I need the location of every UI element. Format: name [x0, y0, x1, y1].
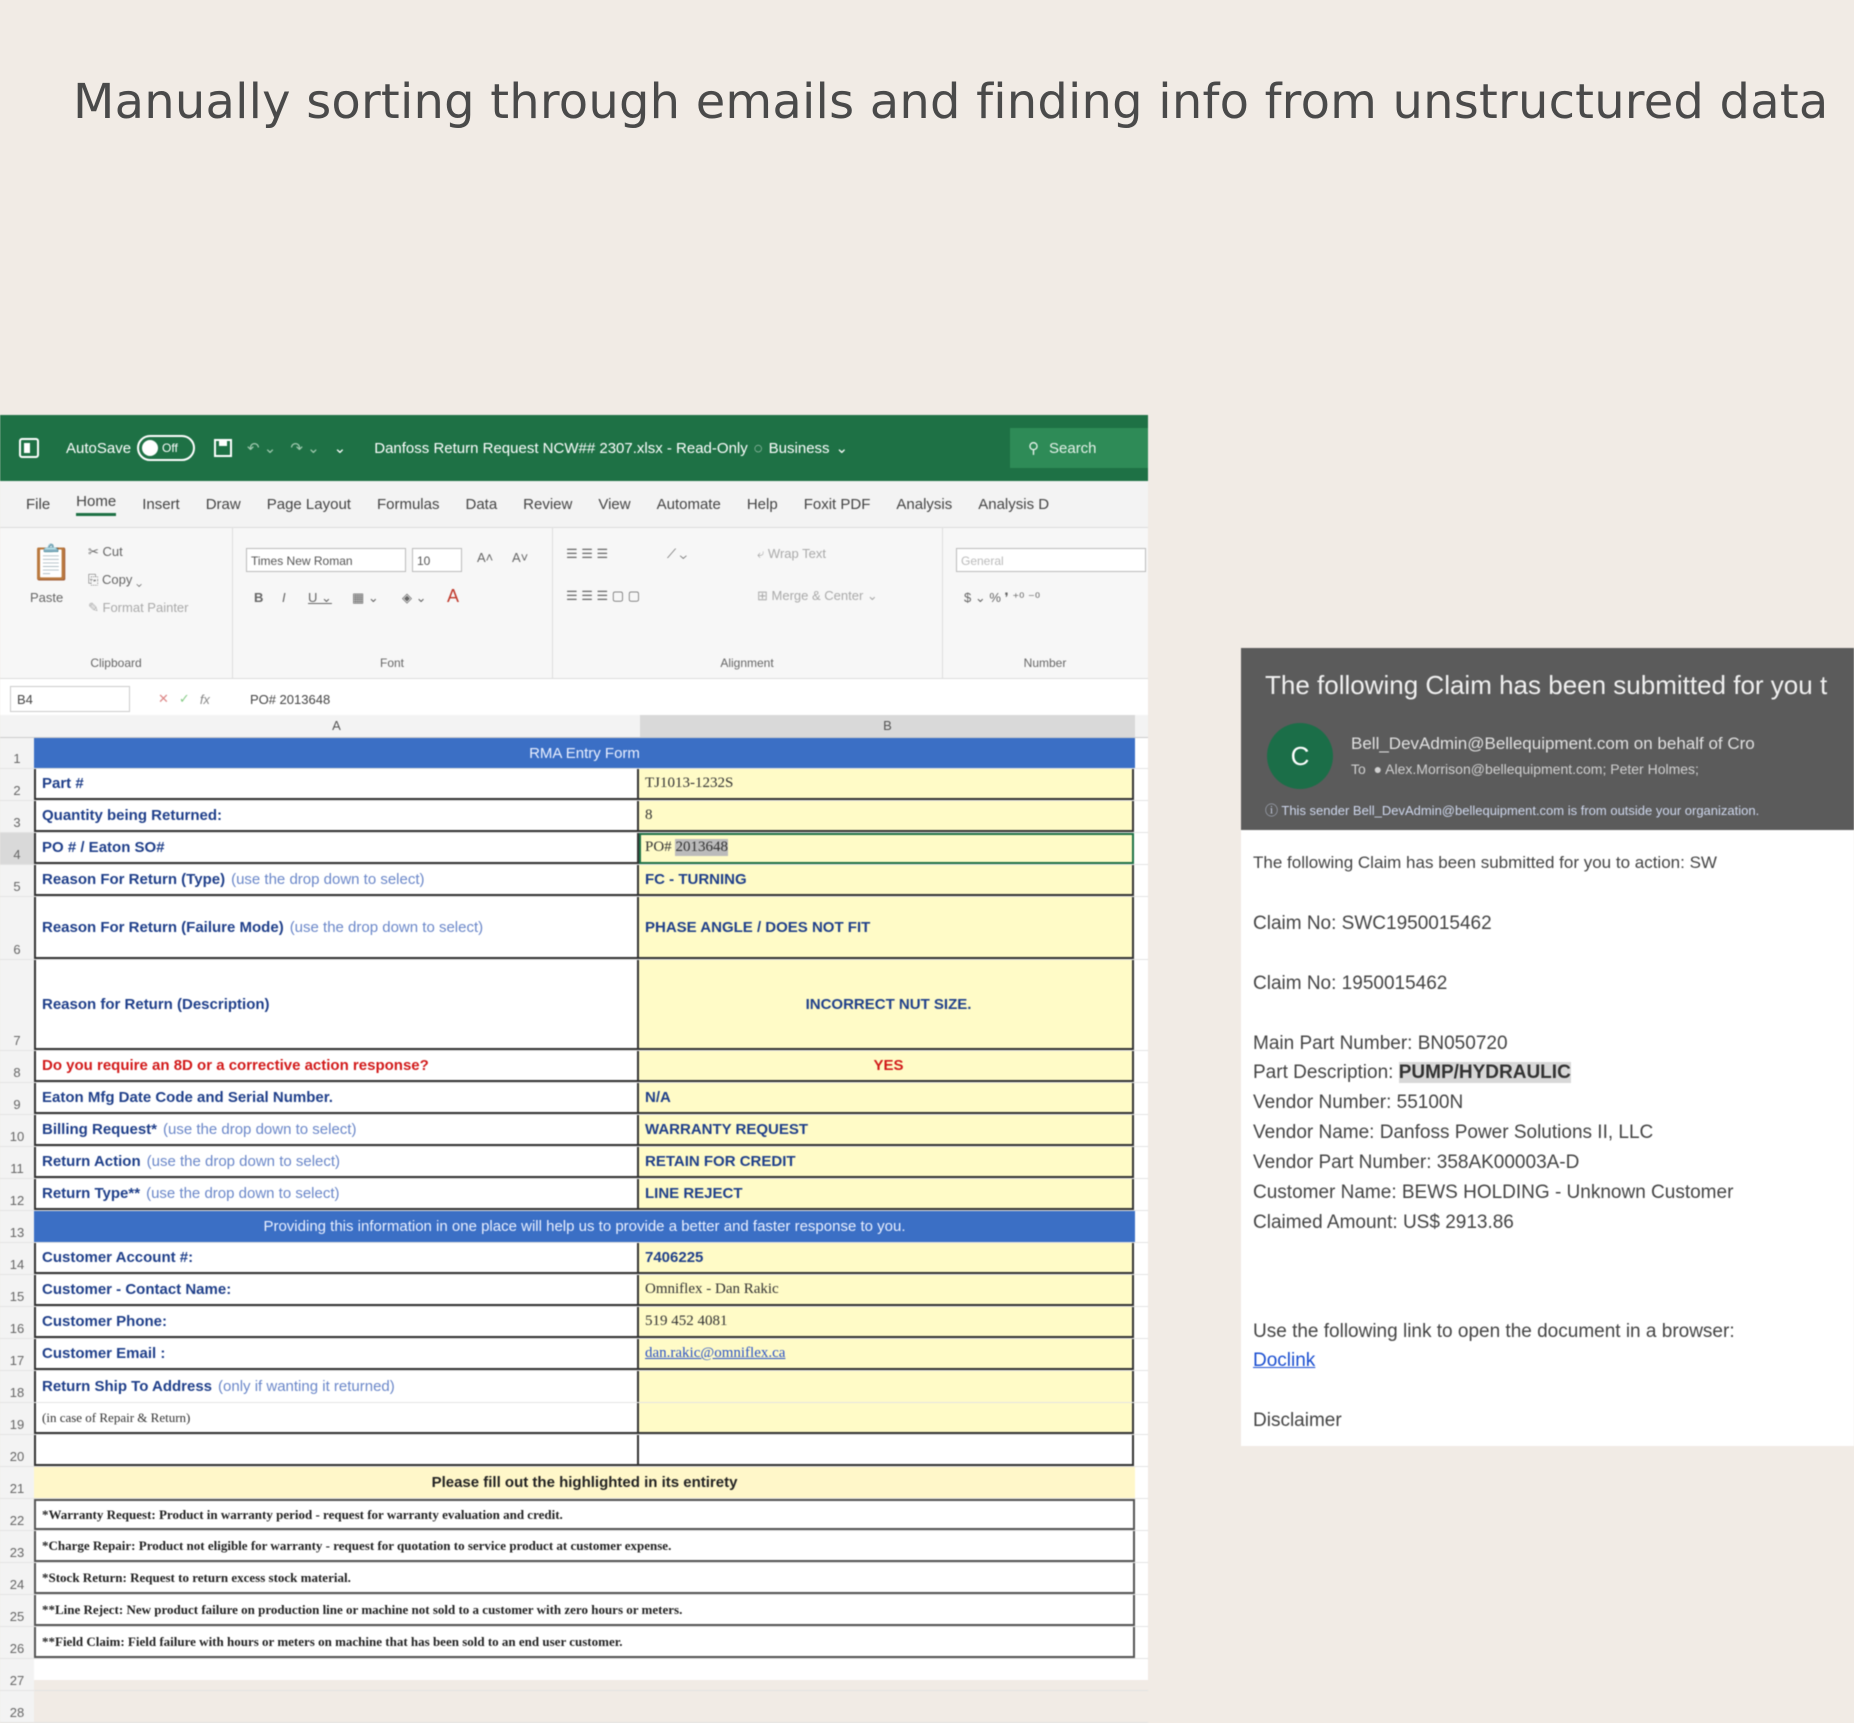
- cell-empty[interactable]: [639, 1435, 1134, 1466]
- table-row: [0, 1115, 1148, 1147]
- cell-reason-type-label[interactable]: Reason For Return (Type) (use the drop down to select): [34, 865, 639, 896]
- tab-automate[interactable]: Automate: [656, 495, 721, 513]
- tab-foxit-pdf[interactable]: Foxit PDF: [803, 495, 871, 513]
- row-number: 8: [0, 1051, 34, 1082]
- claim-no-2: Claim No: 1950015462: [1253, 973, 1448, 994]
- table-row: [0, 801, 1148, 833]
- cell-corrective-value[interactable]: YES: [639, 1051, 1134, 1082]
- row-number: 21: [0, 1467, 34, 1498]
- row-number: 16: [0, 1307, 34, 1338]
- decrease-font-icon[interactable]: A˅: [512, 550, 529, 565]
- part-description: Part Description: PUMP/HYDRAULIC: [1253, 1062, 1571, 1083]
- table-row: [0, 1307, 1148, 1339]
- cell-action-label[interactable]: Return Action (use the drop down to select): [34, 1147, 639, 1178]
- row-number: 23: [0, 1531, 34, 1562]
- number-group-label: Number: [1023, 656, 1067, 670]
- email-panel: [1241, 648, 1854, 1446]
- form-title-cell[interactable]: RMA Entry Form: [34, 738, 1135, 768]
- email-from[interactable]: Bell_DevAdmin@Bellequipment.com on behalf of Cro: [1351, 734, 1755, 753]
- top-align-icon[interactable]: ☰ ☰ ☰: [566, 546, 609, 561]
- email-header: [1241, 648, 1854, 830]
- cancel-icon[interactable]: ✕: [158, 691, 169, 706]
- table-row: [0, 1211, 1148, 1243]
- save-icon[interactable]: [213, 438, 233, 458]
- column-headers: [0, 715, 1148, 738]
- search-input[interactable]: ⚲ Search: [1010, 428, 1148, 468]
- row-number: 11: [0, 1147, 34, 1178]
- cell-po-label[interactable]: PO # / Eaton SO#: [34, 833, 639, 864]
- row-number: 12: [0, 1179, 34, 1210]
- tab-help[interactable]: Help: [746, 495, 778, 513]
- cell-mfg-value[interactable]: N/A: [639, 1083, 1134, 1114]
- borders-icon[interactable]: ▦ ⌄: [352, 590, 379, 605]
- fill-color-icon[interactable]: ◈ ⌄: [402, 590, 427, 605]
- row-number: 3: [0, 801, 34, 832]
- table-row: [0, 1659, 1148, 1691]
- increase-font-icon[interactable]: A˄: [477, 550, 494, 565]
- orientation-icon[interactable]: ⟋ ⌄: [667, 546, 687, 561]
- tab-page-layout[interactable]: Page Layout: [266, 495, 351, 513]
- table-row: [0, 833, 1148, 865]
- note-cell[interactable]: *Stock Return: Request to return excess stock material.: [34, 1563, 1135, 1594]
- italic-icon[interactable]: I: [282, 590, 286, 605]
- tab-view[interactable]: View: [598, 495, 631, 513]
- autosave-label: AutoSave: [66, 439, 132, 457]
- row-number: 26: [0, 1627, 34, 1658]
- customer-name: Customer Name: BEWS HOLDING - Unknown Customer: [1253, 1182, 1734, 1203]
- copy-button[interactable]: ⎘ Copy ⌄: [88, 572, 143, 587]
- table-row: [0, 1531, 1148, 1563]
- table-row: [0, 1275, 1148, 1307]
- table-row: [0, 1243, 1148, 1275]
- cell-quantity-label[interactable]: Quantity being Returned:: [34, 801, 639, 832]
- bold-icon[interactable]: B: [254, 590, 264, 605]
- note-cell[interactable]: *Charge Repair: Product not eligible for warranty - request for quotation to service product at customer expense.: [34, 1531, 1135, 1562]
- font-color-icon[interactable]: A: [447, 586, 460, 606]
- row-number: 24: [0, 1563, 34, 1594]
- table-row: [0, 1435, 1148, 1467]
- info-banner-cell[interactable]: Providing this information in one place will help us to provide a better and faster response to you.: [34, 1211, 1135, 1242]
- row-number: 27: [0, 1659, 34, 1690]
- table-row: [0, 865, 1148, 897]
- avatar[interactable]: C: [1267, 723, 1333, 789]
- row-number: 5: [0, 865, 34, 896]
- cell-corrective-label[interactable]: Do you require an 8D or a corrective action response?: [34, 1051, 639, 1082]
- cell-phone-label[interactable]: Customer Phone:: [34, 1307, 639, 1338]
- vendor-part-number: Vendor Part Number: 358AK00003A-D: [1253, 1152, 1580, 1173]
- cell-description-label[interactable]: Reason for Return (Description): [34, 960, 639, 1050]
- cell-billing-label[interactable]: Billing Request* (use the drop down to select): [34, 1115, 639, 1146]
- currency-icon[interactable]: $ ⌄ % ❜ ⁺⁰ ⁻⁰: [964, 590, 1041, 605]
- table-row: [0, 1051, 1148, 1083]
- row-number: 17: [0, 1339, 34, 1370]
- formula-input[interactable]: PO# 2013648: [249, 691, 331, 707]
- number-format-select[interactable]: General: [956, 548, 1146, 572]
- fill-note-cell[interactable]: Please fill out the highlighted in its entirety: [34, 1467, 1135, 1498]
- cell-contact-label[interactable]: Customer - Contact Name:: [34, 1275, 639, 1306]
- cell-billing-value[interactable]: WARRANTY REQUEST: [639, 1115, 1134, 1146]
- note-cell[interactable]: **Line Reject: New product failure on production line or machine not sold to a customer with zero hours or meters.: [34, 1595, 1135, 1626]
- merge-center-button[interactable]: ⊞ Merge & Center ⌄: [757, 588, 878, 603]
- cell-action-value[interactable]: RETAIN FOR CREDIT: [639, 1147, 1134, 1178]
- table-row: [0, 1147, 1148, 1179]
- font-group: [232, 528, 553, 678]
- email-intro: The following Claim has been submitted for you to action: SW: [1253, 853, 1717, 872]
- sensitivity-label[interactable]: Business: [768, 439, 830, 457]
- row-number: 22: [0, 1499, 34, 1530]
- row-number: 4: [0, 833, 34, 864]
- table-row: [0, 1179, 1148, 1211]
- table-row: [0, 1563, 1148, 1595]
- main-part-number: Main Part Number: BN050720: [1253, 1033, 1508, 1054]
- cell-failure-mode-value[interactable]: PHASE ANGLE / DOES NOT FIT: [639, 897, 1134, 959]
- cell-account-label[interactable]: Customer Account #:: [34, 1243, 639, 1274]
- format-painter-button[interactable]: ✎ Format Painter: [88, 600, 189, 615]
- row-number: 13: [0, 1211, 34, 1242]
- excel-window: [0, 415, 1148, 1720]
- claim-no-1: Claim No: SWC1950015462: [1253, 913, 1492, 934]
- cell-reason-type-value[interactable]: FC - TURNING: [639, 865, 1134, 896]
- paste-icon[interactable]: 📋: [30, 544, 73, 582]
- table-row: [0, 960, 1148, 1051]
- cell-repair-note[interactable]: (in case of Repair & Return): [34, 1403, 639, 1434]
- fx-icon[interactable]: fx: [199, 691, 210, 707]
- table-row: [0, 769, 1148, 801]
- tab-analysis-d[interactable]: Analysis D: [978, 495, 1050, 513]
- note-cell[interactable]: **Field Claim: Field failure with hours or meters on machine that has been sold to an end user customer.: [34, 1627, 1135, 1658]
- row-number: 1: [0, 738, 34, 768]
- doclink[interactable]: Doclink: [1253, 1350, 1316, 1371]
- cell-return-type-value[interactable]: LINE REJECT: [639, 1179, 1134, 1210]
- cell-phone-value[interactable]: 519 452 4081: [639, 1307, 1134, 1338]
- clipboard-group: [0, 528, 233, 678]
- column-header-b[interactable]: B: [640, 715, 1135, 737]
- underline-icon[interactable]: U ⌄: [308, 590, 332, 605]
- table-row: [0, 738, 1148, 769]
- table-row: [0, 1339, 1148, 1371]
- cell-empty[interactable]: [34, 1435, 639, 1466]
- table-row: [0, 1083, 1148, 1115]
- customize-qat-icon[interactable]: ⌄: [333, 440, 347, 457]
- email-to[interactable]: To ● Alex.Morrison@bellequipment.com; Peter Holmes;: [1351, 761, 1699, 777]
- tab-formulas[interactable]: Formulas: [376, 495, 440, 513]
- vendor-number: Vendor Number: 55100N: [1253, 1092, 1464, 1113]
- redo-icon[interactable]: ↷ ⌄: [290, 440, 320, 457]
- autosave-toggle[interactable]: Off: [137, 435, 195, 461]
- row-number: 15: [0, 1275, 34, 1306]
- cell-ship-value-2[interactable]: [639, 1403, 1134, 1434]
- cell-mfg-label[interactable]: Eaton Mfg Date Code and Serial Number.: [34, 1083, 639, 1114]
- document-title: Danfoss Return Request NCW## 2307.xlsx - Read-Only: [374, 439, 748, 457]
- clipboard-group-label: Clipboard: [90, 656, 142, 670]
- align-left-icon[interactable]: ☰ ☰ ☰ ▢ ▢: [566, 588, 640, 603]
- number-group: [942, 528, 1148, 678]
- column-header-a[interactable]: A: [332, 718, 341, 733]
- table-row: [0, 1691, 1148, 1723]
- cell-account-value[interactable]: 7406225: [639, 1243, 1134, 1274]
- table-row: [0, 1595, 1148, 1627]
- sensitivity-icon: ◌: [753, 439, 763, 457]
- table-row: [0, 1627, 1148, 1659]
- row-number: 28: [0, 1691, 34, 1722]
- tab-insert[interactable]: Insert: [142, 495, 180, 513]
- cell-ship-value[interactable]: [639, 1371, 1134, 1402]
- tab-data[interactable]: Data: [465, 495, 498, 513]
- row-number: 25: [0, 1595, 34, 1626]
- email-subject: The following Claim has been submitted for you t: [1265, 670, 1828, 700]
- font-name-select[interactable]: Times New Roman: [246, 548, 406, 572]
- cell-quantity-value[interactable]: 8: [639, 801, 1134, 832]
- table-row: [0, 1371, 1148, 1403]
- row-number: 6: [0, 897, 34, 959]
- tab-draw[interactable]: Draw: [205, 495, 241, 513]
- cell-email-label[interactable]: Customer Email :: [34, 1339, 639, 1370]
- row-number: 20: [0, 1435, 34, 1466]
- cell-po-value[interactable]: PO# 2013648: [639, 833, 1134, 864]
- alignment-group: [552, 528, 943, 678]
- cell-return-type-label[interactable]: Return Type** (use the drop down to select): [34, 1179, 639, 1210]
- disclaimer: Disclaimer: [1253, 1410, 1342, 1431]
- row-number: 18: [0, 1371, 34, 1402]
- name-box[interactable]: B4: [10, 686, 130, 712]
- alignment-group-label: Alignment: [720, 656, 774, 670]
- page-headline: Manually sorting through emails and finding info from unstructured data: [73, 74, 1829, 130]
- link-intro: Use the following link to open the document in a browser:: [1253, 1321, 1735, 1342]
- tab-review[interactable]: Review: [523, 495, 573, 513]
- font-size-select[interactable]: 10: [412, 548, 462, 572]
- cell-description-value[interactable]: INCORRECT NUT SIZE.: [639, 960, 1134, 1050]
- ribbon-tabs: [0, 481, 1148, 528]
- cut-button[interactable]: ✂ Cut: [88, 544, 123, 559]
- table-row: [0, 1403, 1148, 1435]
- row-number: 7: [0, 960, 34, 1050]
- row-number: 2: [0, 769, 34, 800]
- note-cell[interactable]: *Warranty Request: Product in warranty period - request for warranty evaluation and credit.: [34, 1499, 1135, 1530]
- table-row: [0, 1499, 1148, 1531]
- excel-app-icon: [18, 437, 40, 459]
- cell-failure-mode-label[interactable]: Reason For Return (Failure Mode) (use the drop down to select): [34, 897, 639, 959]
- cell-contact-value[interactable]: Omniflex - Dan Rakic: [639, 1275, 1134, 1306]
- font-group-label: Font: [379, 656, 404, 670]
- cell-part-value[interactable]: TJ1013-1232S: [639, 769, 1134, 800]
- undo-icon[interactable]: ↶ ⌄: [247, 440, 277, 457]
- formula-bar: [0, 679, 1148, 720]
- spreadsheet-grid: [0, 715, 1148, 1723]
- wrap-text-button[interactable]: ⤶ Wrap Text: [757, 546, 826, 561]
- external-sender-warning: ⓘ This sender Bell_DevAdmin@bellequipment.com is from outside your organization.: [1265, 803, 1760, 818]
- chevron-down-icon[interactable]: ⌄: [835, 440, 849, 457]
- vendor-name: Vendor Name: Danfoss Power Solutions II, LLC: [1253, 1122, 1654, 1143]
- row-number: 14: [0, 1243, 34, 1274]
- table-row: [0, 1467, 1148, 1499]
- cell-ship-label[interactable]: Return Ship To Address (only if wanting it returned): [34, 1371, 639, 1402]
- row-number: 19: [0, 1403, 34, 1434]
- table-row: [0, 897, 1148, 960]
- cell-email-value[interactable]: dan.rakic@omniflex.ca: [639, 1339, 1134, 1370]
- claimed-amount: Claimed Amount: US$ 2913.86: [1253, 1212, 1514, 1233]
- ribbon: [0, 528, 1148, 679]
- row-number: 10: [0, 1115, 34, 1146]
- paste-button[interactable]: Paste: [30, 590, 64, 605]
- excel-titlebar: [0, 415, 1148, 481]
- cell-part-label[interactable]: Part #: [34, 769, 639, 800]
- tab-home[interactable]: Home: [76, 493, 116, 516]
- enter-icon[interactable]: ✓: [178, 691, 190, 706]
- tab-analysis[interactable]: Analysis: [896, 495, 953, 513]
- tab-file[interactable]: File: [26, 495, 51, 513]
- row-number: 9: [0, 1083, 34, 1114]
- search-icon: ⚲: [1028, 440, 1039, 457]
